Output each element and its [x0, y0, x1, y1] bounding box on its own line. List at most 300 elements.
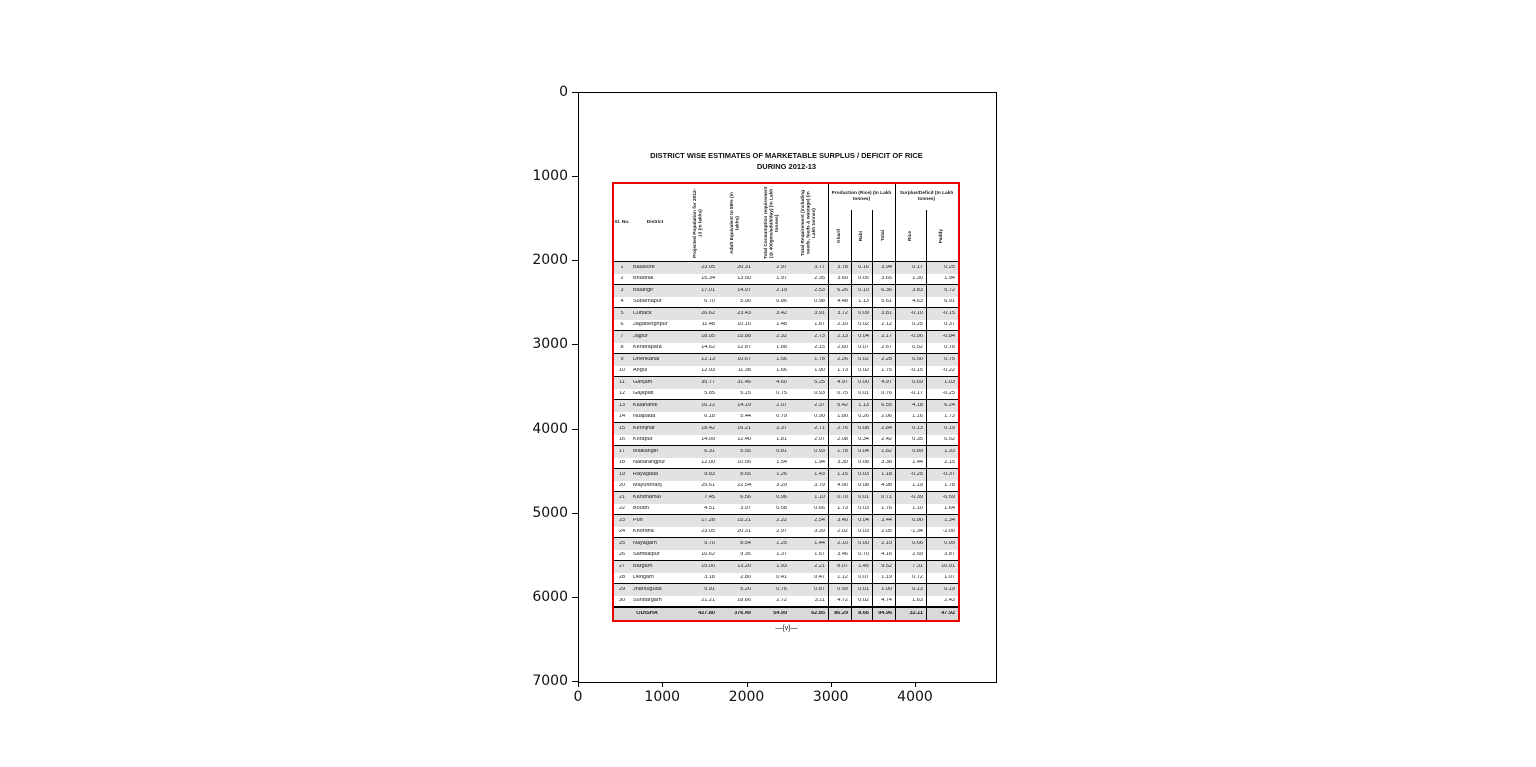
cell-district: Dhenkanal: [633, 357, 660, 362]
x-tick-mark: [831, 682, 832, 687]
cell-value: 2.26: [837, 357, 848, 362]
cell-value: 2.97: [776, 265, 787, 270]
cell-sl-no: 18: [618, 460, 626, 465]
cell-value: 0.99: [837, 587, 848, 592]
cell-value: 5.15: [740, 391, 751, 396]
table-row: [614, 262, 958, 274]
cell-value: -0.25: [942, 391, 955, 396]
cell-value: 1.87: [814, 322, 825, 327]
cell-district: Sundargarh: [633, 598, 662, 603]
cell-value: 2.02: [837, 529, 848, 534]
cell-sl-no: 16: [618, 437, 626, 442]
header-rice: [895, 210, 926, 262]
cell-value: 3.30: [837, 460, 848, 465]
cell-sl-no: 6: [620, 322, 624, 327]
cell-value: 4.98: [881, 483, 892, 488]
cell-value: 2.19: [776, 288, 787, 293]
cell-value: 16.12: [701, 403, 715, 408]
cell-value: 1.76: [881, 506, 892, 511]
header-projected-population-label: Projected Population for 2012-13 (in lakhs): [693, 188, 704, 258]
cell-value: 0.47: [814, 575, 825, 580]
cell-value: 1.07: [944, 575, 955, 580]
column-divider: [895, 184, 896, 620]
cell-value: -0.15: [942, 311, 955, 316]
cell-value: 2.84: [881, 426, 892, 431]
cell-value: 0.02: [858, 368, 869, 373]
cell-value: 0.75: [837, 391, 848, 396]
x-tick-label: 3000: [812, 689, 849, 705]
cell-value: 2.28: [881, 357, 892, 362]
cell-value: 1.56: [776, 357, 787, 362]
cell-value: 1.25: [776, 541, 787, 546]
cell-value: 31.46: [737, 380, 751, 385]
cell-sl-no: 7: [620, 334, 624, 339]
cell-sl-no: 11: [619, 380, 625, 385]
cell-value: 23.05: [701, 265, 715, 270]
header-kharif: [828, 210, 851, 262]
cell-value: 12.87: [737, 345, 751, 350]
cell-sl-no: 1: [620, 265, 624, 270]
cell-value: 1.75: [881, 368, 892, 373]
cell-value: 3.39: [814, 529, 825, 534]
cell-value: 0.70: [858, 552, 869, 557]
cell-sl-no: 15: [618, 426, 626, 431]
cell-value: 5.55: [740, 449, 751, 454]
cell-sl-no: 22: [618, 506, 626, 511]
cell-value: 2.42: [881, 437, 892, 442]
cell-value: 8.54: [740, 541, 751, 546]
table-body: [614, 262, 958, 620]
cell-total-value: 8.66: [858, 611, 869, 617]
cell-value: 0.00: [858, 380, 869, 385]
cell-sl-no: 25: [618, 541, 626, 546]
cell-value: 10.56: [737, 460, 751, 465]
cell-value: 2.53: [814, 288, 825, 293]
header-projected-population: [680, 184, 718, 262]
cell-total-value: 32.11: [909, 611, 923, 617]
cell-value: 0.03: [858, 472, 869, 477]
cell-value: 0.90: [912, 518, 923, 523]
column-divider: [828, 184, 829, 620]
cell-value: 1.37: [776, 552, 787, 557]
cell-sl-no: 4: [620, 299, 624, 304]
cell-value: 18.66: [737, 598, 751, 603]
cell-value: 1.66: [776, 368, 787, 373]
cell-value: 0.07: [858, 575, 869, 580]
cell-sl-no: 2: [620, 276, 624, 281]
cell-value: 0.76: [881, 391, 892, 396]
cell-value: 4.97: [881, 380, 892, 385]
cell-value: 1.12: [837, 575, 848, 580]
cell-value: 7.31: [912, 564, 923, 569]
cell-value: 11.38: [737, 368, 751, 373]
cell-value: 12.00: [701, 460, 715, 465]
cell-value: 14.62: [701, 345, 715, 350]
table-row: [614, 366, 958, 378]
cell-district: Kendrapara: [633, 345, 662, 350]
cell-value: 7.45: [704, 495, 715, 500]
cell-value: 4.60: [776, 380, 787, 385]
cell-value: 0.19: [944, 587, 955, 592]
cell-value: 3.72: [837, 311, 848, 316]
header-paddy: [926, 210, 958, 262]
y-tick-label: 4000: [532, 420, 568, 437]
table-row: [614, 527, 958, 539]
cell-value: 1.34: [944, 518, 955, 523]
cell-district: Deogarh: [633, 575, 655, 580]
cell-value: 0.26: [858, 414, 869, 419]
table-row: [614, 561, 958, 573]
table-row: [614, 538, 958, 550]
y-tick-mark: [572, 176, 578, 177]
x-tick-mark: [578, 682, 579, 687]
cell-value: 0.71: [881, 495, 892, 500]
table-row: [614, 274, 958, 286]
cell-value: 5.44: [740, 414, 751, 419]
cell-value: 0.13: [912, 587, 923, 592]
cell-value: 0.66: [814, 506, 825, 511]
cell-value: 6.70: [704, 299, 715, 304]
cell-value: 0.70: [837, 495, 848, 500]
cell-value: 2.59: [912, 552, 923, 557]
cell-value: 3.79: [814, 483, 825, 488]
table-row: [614, 584, 958, 596]
cell-value: 9.52: [881, 564, 892, 569]
cell-district: Rayagada: [633, 472, 659, 477]
x-tick-label: 1000: [644, 689, 681, 705]
cell-value: 2.97: [776, 529, 787, 534]
cell-value: 2.06: [881, 414, 892, 419]
cell-value: 1.03: [944, 380, 955, 385]
cell-value: 10.91: [941, 564, 955, 569]
cell-value: 0.07: [858, 345, 869, 350]
cell-value: 0.01: [858, 391, 869, 396]
cell-value: 2.17: [881, 334, 892, 339]
table-title: [578, 151, 995, 172]
cell-value: 4.16: [881, 552, 892, 557]
cell-value: 12.93: [701, 368, 715, 373]
cell-sl-no: 26: [618, 552, 626, 557]
cell-value: 0.52: [944, 437, 955, 442]
cell-value: -0.37: [942, 472, 955, 477]
cell-value: 2.54: [814, 518, 825, 523]
cell-value: 0.66: [912, 541, 923, 546]
cell-value: 0.08: [858, 483, 869, 488]
y-tick-mark: [572, 260, 578, 261]
cell-value: 18.42: [701, 426, 715, 431]
table-row: [614, 423, 958, 435]
cell-value: -0.84: [942, 334, 955, 339]
cell-value: 5.25: [814, 380, 825, 385]
cell-district: Jajpur: [633, 334, 648, 339]
cell-district: Boudh: [633, 506, 649, 511]
cell-value: 3.11: [814, 598, 825, 603]
cell-sl-no: 8: [620, 345, 624, 350]
cell-value: 2.73: [814, 334, 825, 339]
table-row: [614, 308, 958, 320]
cell-value: 0.35: [912, 437, 923, 442]
cell-value: 2.37: [814, 403, 825, 408]
cell-sl-no: 24: [618, 529, 626, 534]
cell-value: 0.76: [776, 587, 787, 592]
cell-value: -0.22: [942, 368, 955, 373]
y-tick-mark: [572, 597, 578, 598]
cell-value: 1.81: [776, 437, 787, 442]
cell-value: 1.97: [776, 276, 787, 281]
cell-value: 0.41: [776, 575, 787, 580]
cell-value: 5.42: [837, 403, 848, 408]
cell-value: 8.65: [740, 472, 751, 477]
cell-value: 0.05: [858, 276, 869, 281]
cell-value: 0.25: [912, 322, 923, 327]
cell-value: 1.73: [837, 368, 848, 373]
cell-sl-no: 19: [618, 472, 626, 477]
cell-value: -0.17: [910, 391, 923, 396]
cell-value: 0.90: [814, 414, 825, 419]
table-row: [614, 492, 958, 504]
cell-total-value: 47.92: [941, 611, 955, 617]
cell-sl-no: 10: [618, 368, 626, 373]
y-tick-mark: [572, 429, 578, 430]
cell-value: 15.34: [701, 276, 715, 281]
table-row: [614, 285, 958, 297]
cell-value: -0.56: [910, 334, 923, 339]
cell-value: 2.60: [837, 345, 848, 350]
header-surplus-deficit-group: Surplus/Deficit (In Lakh tonnes): [899, 191, 954, 202]
cell-value: 2.07: [776, 403, 787, 408]
cell-value: 0.50: [912, 357, 923, 362]
cell-value: 6.91: [944, 299, 955, 304]
cell-value: 2.10: [837, 322, 848, 327]
cell-value: 8.07: [837, 564, 848, 569]
cell-sl-no: 13: [618, 403, 626, 408]
cell-value: 15.88: [737, 334, 751, 339]
x-tick-label: 4000: [897, 689, 933, 705]
cell-value: 2.76: [837, 426, 848, 431]
cell-value: 0.99: [944, 541, 955, 546]
cell-value: 4.51: [704, 506, 715, 511]
cell-value: 1.94: [944, 276, 955, 281]
x-tick-mark: [747, 682, 748, 687]
header-sl-no: Sl. No.: [614, 220, 630, 226]
cell-value: 4.18: [912, 403, 923, 408]
cell-value: 1.80: [837, 414, 848, 419]
cell-value: 0.93: [814, 449, 825, 454]
cell-value: 1.19: [881, 575, 892, 580]
table-row: [614, 446, 958, 458]
x-tick-mark: [662, 682, 663, 687]
cell-sl-no: 9: [620, 357, 624, 362]
cell-value: 0.79: [776, 414, 787, 419]
cell-value: 1.30: [912, 276, 923, 281]
cell-value: 2.15: [944, 460, 955, 465]
cell-value: 0.00: [858, 541, 869, 546]
cell-value: 0.72: [912, 575, 923, 580]
cell-value: 21.21: [701, 598, 715, 603]
cell-value: 1.93: [776, 564, 787, 569]
cell-value: 6.26: [837, 288, 848, 293]
column-divider: [872, 210, 873, 620]
cell-value: 0.78: [944, 345, 955, 350]
cell-value: 3.60: [837, 276, 848, 281]
cell-value: 1.90: [814, 368, 825, 373]
cell-value: 0.52: [912, 345, 923, 350]
cell-value: 0.03: [858, 529, 869, 534]
cell-value: 5.91: [704, 587, 715, 592]
cell-sl-no: 23: [618, 518, 626, 523]
cell-value: 3.97: [740, 506, 751, 511]
cell-total-value: 86.29: [834, 611, 848, 617]
cell-district: Cuttack: [633, 311, 652, 316]
cell-value: 0.04: [858, 449, 869, 454]
cell-value: 3.77: [814, 265, 825, 270]
cell-value: 1.18: [881, 472, 892, 477]
cell-value: 3.29: [776, 483, 787, 488]
cell-value: 4.72: [837, 598, 848, 603]
cell-value: 0.04: [858, 334, 869, 339]
cell-value: 0.04: [858, 518, 869, 523]
table-row: [614, 389, 958, 401]
cell-value: -0.15: [910, 368, 923, 373]
cell-value: 0.87: [814, 587, 825, 592]
column-divider: [926, 210, 927, 620]
cell-value: 0.98: [814, 299, 825, 304]
cell-value: 0.19: [944, 426, 955, 431]
cell-value: 10.67: [737, 357, 751, 362]
cell-value: 5.61: [881, 299, 892, 304]
cell-total-value: 54.99: [773, 611, 787, 617]
cell-value: 1.57: [814, 552, 825, 557]
cell-district: Jharsuguda: [633, 587, 662, 592]
cell-total-value: 94.96: [878, 611, 892, 617]
table-row: [614, 458, 958, 470]
table-row: [614, 515, 958, 527]
cell-sl-no: 3: [620, 288, 624, 293]
cell-value: 10.10: [737, 322, 751, 327]
cell-district: Nabarangpur: [633, 460, 666, 465]
cell-value: 1.44: [814, 541, 825, 546]
cell-value: 2.71: [814, 426, 825, 431]
table-header: [614, 184, 958, 262]
cell-value: 0.01: [858, 587, 869, 592]
cell-value: 0.10: [858, 288, 869, 293]
cell-sl-no: 14: [618, 414, 626, 419]
cell-value: 6.36: [881, 288, 892, 293]
cell-value: 1.78: [814, 357, 825, 362]
cell-value: -0.10: [910, 311, 923, 316]
cell-value: 0.02: [858, 357, 869, 362]
cell-district: Nuapada: [633, 414, 656, 419]
cell-value: 5.85: [704, 391, 715, 396]
cell-value: -0.25: [910, 472, 923, 477]
cell-value: 13.50: [737, 276, 751, 281]
cell-value: 3.94: [881, 265, 892, 270]
cell-value: 2.15: [814, 345, 825, 350]
cell-value: 0.02: [858, 598, 869, 603]
cell-value: 3.38: [881, 460, 892, 465]
cell-value: 9.70: [704, 541, 715, 546]
y-tick-mark: [572, 344, 578, 345]
cell-value: 1.13: [858, 299, 869, 304]
y-tick-label: 3000: [532, 336, 568, 353]
header-total-requirement: [790, 184, 828, 262]
cell-value: 1.26: [776, 472, 787, 477]
cell-sl-no: 5: [620, 311, 624, 316]
cell-value: 6.55: [881, 403, 892, 408]
table-total-row: [614, 607, 958, 620]
header-total-requirement-label: Total Requirement (including seeds, feeds & wastage) (in Lakh tonnes): [800, 190, 817, 257]
table-title-line2: DURING 2012-13: [756, 161, 817, 171]
header-adult-equivalent: [718, 184, 754, 262]
cell-value: 10.62: [701, 552, 715, 557]
header-district: District: [646, 220, 664, 226]
cell-value: 23.05: [701, 529, 715, 534]
cell-value: 2.43: [944, 598, 955, 603]
header-rabi: [851, 210, 872, 262]
cell-district: Bargarh: [633, 564, 653, 569]
cell-district: Balasore: [633, 265, 655, 270]
cell-value: 17.28: [701, 518, 715, 523]
column-divider: [851, 210, 852, 620]
table-row: [614, 343, 958, 355]
cell-value: 2.12: [881, 322, 892, 327]
cell-value: 1.13: [858, 403, 869, 408]
cell-value: 20.31: [737, 265, 751, 270]
header-consumption-requirement: [754, 184, 790, 262]
cell-total-label: ODISHA: [636, 611, 658, 617]
cell-value: 0.08: [858, 426, 869, 431]
cell-district: Gajapati: [633, 391, 654, 396]
cell-value: 16.21: [737, 426, 751, 431]
cell-value: 17.01: [701, 288, 715, 293]
cell-value: 1.78: [944, 483, 955, 488]
y-tick-mark: [572, 513, 578, 514]
cell-value: 0.37: [944, 322, 955, 327]
table-row: [614, 320, 958, 332]
x-tick-mark: [915, 682, 916, 687]
cell-sl-no: 30: [618, 598, 626, 603]
cell-value: 3.87: [944, 552, 955, 557]
cell-value: 1.88: [776, 345, 787, 350]
cell-district: Keonjhar: [633, 426, 656, 431]
y-tick-label: 7000: [532, 673, 568, 689]
x-tick-label: 0: [573, 689, 583, 705]
cell-district: Kandhamal: [633, 495, 661, 500]
cell-value: 15.00: [701, 564, 715, 569]
cell-value: 0.13: [912, 426, 923, 431]
cell-value: 0.34: [858, 437, 869, 442]
cell-value: 6.18: [704, 414, 715, 419]
cell-value: 1.33: [944, 449, 955, 454]
cell-district: Malkangiri: [633, 449, 659, 454]
header-total: [872, 210, 895, 262]
cell-value: 13.20: [737, 564, 751, 569]
cell-value: 1.15: [837, 472, 848, 477]
cell-value: 2.21: [814, 564, 825, 569]
cell-value: 0.75: [944, 357, 955, 362]
header-paddy-label: Paddy: [939, 228, 945, 244]
cell-district: Ganjam: [633, 380, 653, 385]
cell-value: 4.97: [837, 380, 848, 385]
cell-value: 20.31: [737, 529, 751, 534]
cell-district: Sambalpur: [633, 552, 660, 557]
cell-value: 0.09: [858, 311, 869, 316]
cell-value: 1.00: [881, 587, 892, 592]
cell-value: 2.10: [881, 541, 892, 546]
cell-value: 4.90: [837, 483, 848, 488]
cell-value: -2.00: [942, 529, 955, 534]
cell-sl-no: 28: [618, 575, 626, 580]
